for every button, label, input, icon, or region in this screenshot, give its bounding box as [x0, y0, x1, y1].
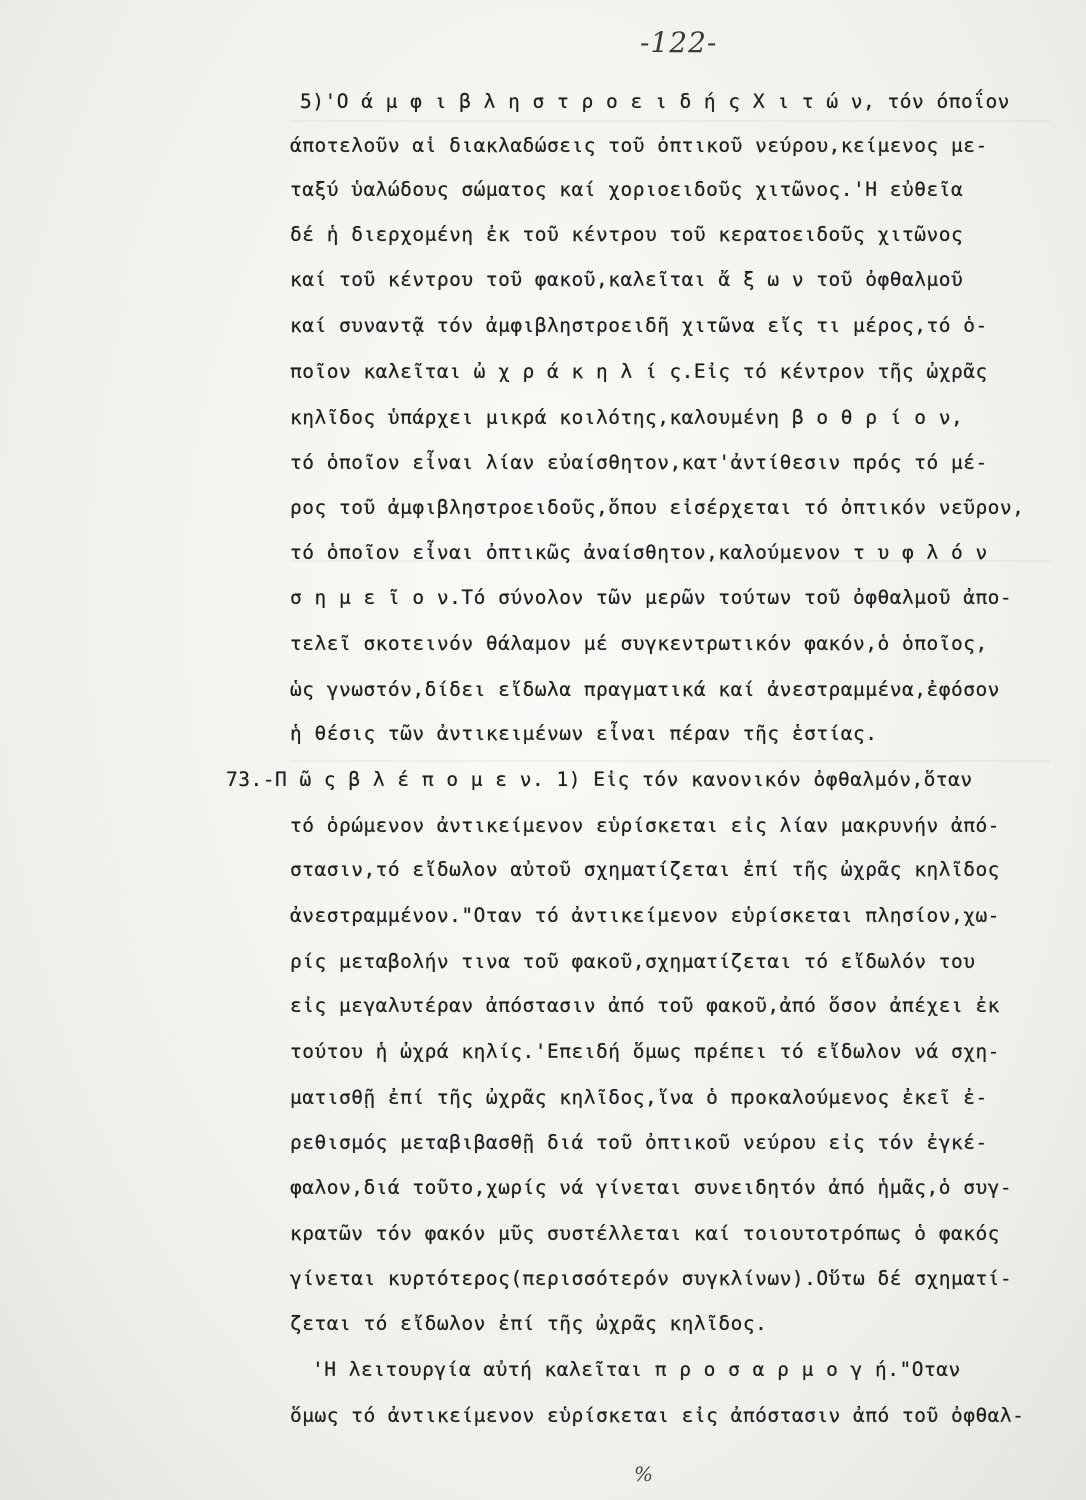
text-line: ρος τοῦ ἀμφιβληστροειδοῦς,ὅπου εἰσέρχεται τό ὀπτικόν νεῦρον, — [290, 496, 1025, 519]
text-line: κηλῖδος ὑπάρχει μικρά κοιλότης,καλουμένη β ο θ ρ ί ο ν, — [290, 406, 964, 429]
text-line: τελεῖ σκοτεινόν θάλαμον μέ συγκεντρωτικόν φακόν,ὁ ὁποῖος, — [290, 632, 988, 655]
text-line: φαλον,διά τοῦτο,χωρίς νά γίνεται συνειδητόν ἀπό ἡμᾶς,ὁ συγ- — [290, 1176, 1013, 1199]
bleed-through-line — [290, 120, 1050, 122]
text-line: καί συναντᾷ τόν ἀμφιβληστροειδῆ χιτῶνα εἴς τι μέρος,τό ὁ- — [290, 314, 988, 337]
text-line: τό ὁρώμενον ἀντικείμενον εὑρίσκεται εἰς λίαν μακρυνήν ἀπό- — [290, 814, 1000, 837]
text-line: δέ ἡ διερχομένη ἐκ τοῦ κέντρου τοῦ κερατοειδοῦς χιτῶνος — [290, 223, 964, 246]
text-line: εἰς μεγαλυτέραν ἀπόστασιν ἀπό τοῦ φακοῦ,ἀπό ὅσον ἀπέχει ἐκ — [290, 994, 1000, 1017]
text-line: ὡς γνωστόν,δίδει εἴδωλα πραγματικά καί ἀνεστραμμένα,ἐφόσον — [290, 678, 1000, 701]
text-line: ζεται τό εἴδωλον ἐπί τῆς ὠχρᾶς κηλῖδος. — [290, 1312, 768, 1335]
section-heading-line: 73.-Π ῶ ς β λ έ π ο μ ε ν. 1) Εἰς τόν κανονικόν ὀφθαλμόν,ὅταν — [226, 768, 973, 791]
text-line: ἀνεστραμμένον."Οταν τό ἀντικείμενον εὑρίσκεται πλησίον,χω- — [290, 904, 1000, 927]
text-line: τό ὁποῖον εἶναι λίαν εὐαίσθητον,κατ'ἀντίθεσιν πρός τό μέ- — [290, 451, 988, 474]
text-line: σ η μ ε ῖ ο ν.Τό σύνολον τῶν μερῶν τούτων τοῦ ὀφθαλμοῦ ἀπο- — [290, 586, 1013, 609]
text-line: ὅμως τό ἀντικείμενον εὑρίσκεται εἰς ἀπόστασιν ἀπό τοῦ ὀφθαλ- — [290, 1404, 1025, 1427]
text-line: ταξύ ὑαλώδους σώματος καί χοριοειδοῦς χιτῶνος.'Η εὐθεῖα — [290, 178, 964, 201]
text-line: άποτελοῦν αἱ διακλαδώσεις τοῦ ὀπτικοῦ νεύρου,κείμενος με- — [290, 134, 988, 157]
text-line: ματισθῇ ἐπί τῆς ὠχρᾶς κηλῖδος,ἵνα ὁ προκαλούμενος ἐκεῖ ἐ- — [290, 1086, 988, 1109]
bleed-through-line — [290, 760, 1050, 762]
text-line: ποῖον καλεῖται ὠ χ ρ ά κ η λ ί ς.Εἰς τό κέντρον τῆς ὠχρᾶς — [290, 360, 988, 383]
text-line: ἡ θέσις τῶν ἀντικειμένων εἶναι πέραν τῆς ἑστίας. — [290, 722, 878, 745]
text-line: τό ὁποῖον εἶναι ὀπτικῶς ἀναίσθητον,καλούμενον τ υ φ λ ό ν — [290, 541, 988, 564]
paragraph-start-line: 'Η λειτουργία αὐτή καλεῖται π ρ ο σ α ρ μ ο γ ή."Οταν — [312, 1358, 961, 1381]
text-line: ρεθισμός μεταβιβασθῇ διά τοῦ ὀπτικοῦ νεύρου εἰς τόν ἐγκέ- — [290, 1131, 988, 1154]
text-line: στασιν,τό εἴδωλον αὐτοῦ σχηματίζεται ἐπί τῆς ὠχρᾶς κηλῖδος — [290, 858, 1000, 881]
text-line: καί τοῦ κέντρου τοῦ φακοῦ,καλεῖται ἄ ξ ω ν τοῦ ὀφθαλμοῦ — [290, 268, 964, 291]
page-number: -122- — [640, 26, 718, 59]
text-line: κρατῶν τόν φακόν μῦς συστέλλεται καί τοιουτοτρόπως ὁ φακός — [290, 1222, 1000, 1245]
text-line: τούτου ἡ ὠχρά κηλίς.'Επειδή ὅμως πρέπει τό εἴδωλον νά σχη- — [290, 1040, 1000, 1063]
text-line: ρίς μεταβολήν τινα τοῦ φακοῦ,σχηματίζεται τό εἴδωλόν του — [290, 950, 976, 973]
footer-mark: % — [634, 1462, 654, 1486]
text-line: 5)'Ο ά μ φ ι β λ η σ τ ρ ο ε ι δ ή ς Χ ι τ ώ ν, τόν όποΐον — [300, 90, 1010, 113]
text-line: γίνεται κυρτότερος(περισσότερόν συγκλίνων).Οὕτω δέ σχηματί- — [290, 1267, 1013, 1290]
